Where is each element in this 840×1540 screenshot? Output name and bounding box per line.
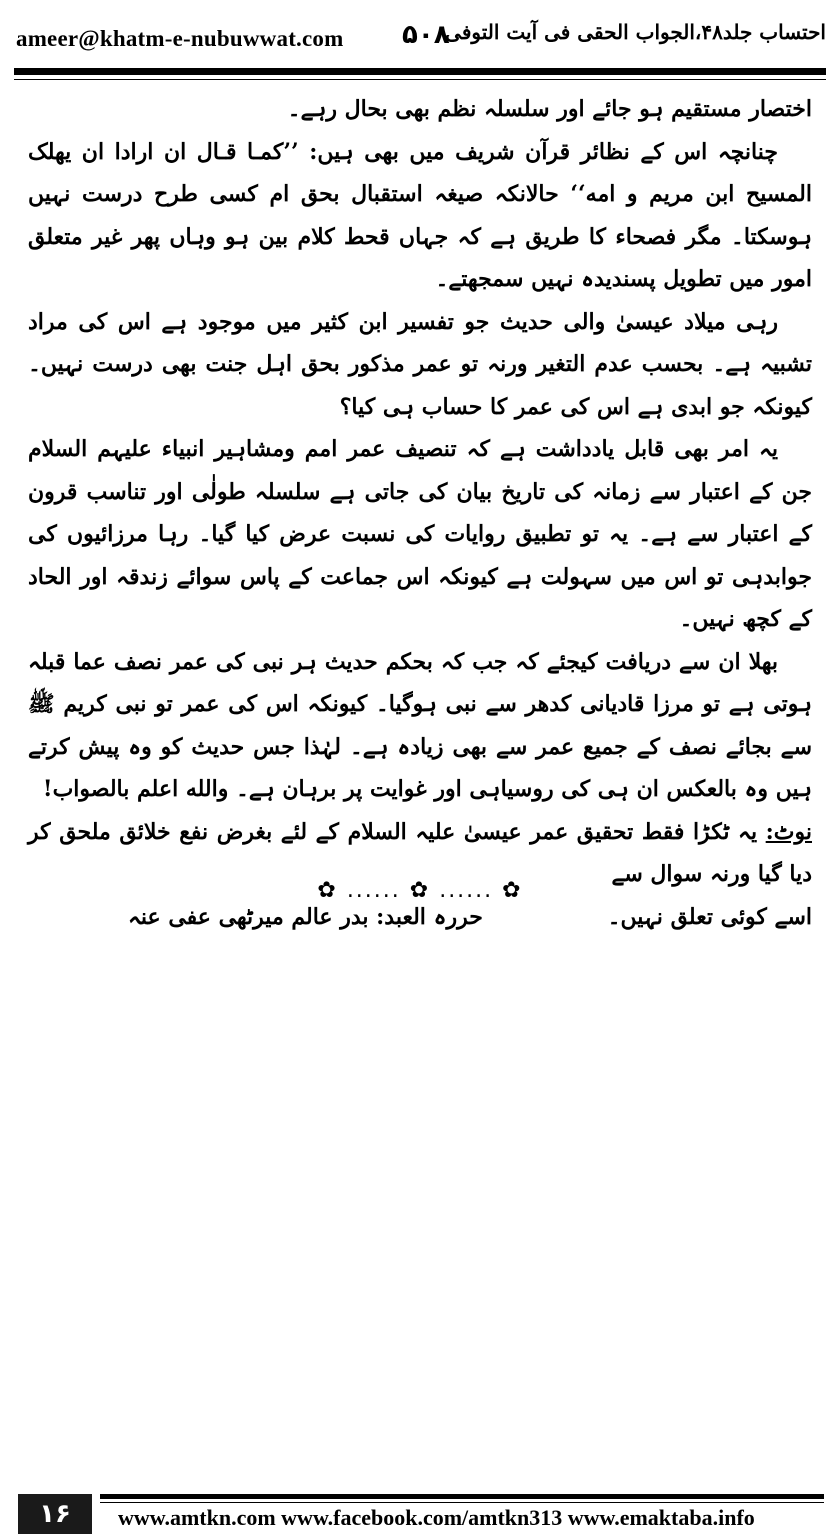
main-text	[28, 88, 812, 938]
paragraph-4: بھلا ان سے دریافت کیجئے کہ جب کہ بحکم حدیث ہر نبی کی عمر نصف عما قبلہ ہوتی ہے تو مرزا قادیانی کدھر سے نبی ہوگیا۔ کیونکہ اس کی عمر تو نبی کریم ﷺ سے بجائے نصف کے جمیع عمر سے بھی زیادہ ہے۔ لہٰذا جس حدیث کو وہ پیش کرتے ہیں وہ بالعکس ان ہی کی روسیاہی اور غوایت پر برہان ہے۔ والله اعلم بالصواب!	[28, 648, 812, 802]
note-text: یہ ٹکڑا فقط تحقیق عمر عیسیٰ علیہ السلام کے لئے بغرض نفع خلائق ملحق کر دیا گیا ورنہ سوال سے	[28, 818, 812, 887]
paragraph-2: رہی میلاد عیسیٰ والی حدیث جو تفسیر ابن کثیر میں موجود ہے اس کی مراد تشبیہ ہے۔ بحسب عدم التغیر ورنہ تو عمر مذکور بحق اہل جنت بھی درست نہیں۔ کیونکہ جو ابدی ہے اس کی عمر کا حساب ہی کیا؟	[28, 308, 812, 420]
header-rule-thin	[14, 79, 826, 80]
header-page-number: ۵۰۸	[402, 20, 450, 50]
paragraph-1: چنانچہ اس کے نظائر قرآن شریف میں بھی ہیں: ’’کمـا قـال ان ارادا ان یهلک المسیح ابن مریم و امه‘‘ حالانکہ صیغہ استقبال بحق ام کسی طرح درست نہیں ہوسکتا۔ مگر فصحاء کا طریق ہے کہ جہاں قحط کلام بین ہو وہاں پھر غیر متعلق امور میں تطویل پسندیدہ نہیں سمجھتے۔	[28, 138, 812, 292]
header-rule-thick	[14, 68, 826, 75]
header-book-title: احتساب جلد۴۸،الجواب الحقی فی آیت التوفی	[445, 20, 826, 44]
note-end: اسے کوئی تعلق نہیں۔	[607, 903, 812, 930]
footer-rule-thick	[100, 1494, 824, 1499]
note-label: نوٹ:	[765, 818, 812, 845]
section-divider: ✿ ...... ✿ ...... ✿	[317, 878, 523, 903]
footer-page-number: ۱۶	[18, 1494, 92, 1534]
signature: حررہ العبد: بدر عالم میرٹھی عفی عنہ	[128, 903, 483, 930]
footer-links[interactable]: www.amtkn.com www.facebook.com/amtkn313 www.emaktaba.info	[118, 1505, 755, 1530]
page-header	[14, 18, 826, 62]
footer-rule-thin	[100, 1502, 824, 1503]
opening-line: اختصار مستقیم ہو جائے اور سلسلہ نظم بھی بحال رہے۔	[287, 96, 812, 122]
paragraph-3: یہ امر بھی قابل یادداشت ہے کہ تنصیف عمر امم ومشاہیر انبیاء علیہم السلام جن کے اعتبار سے زمانہ کی تاریخ بیان کی جاتی ہے سلسلہ طولٰی اور تناسب قرون کے اعتبار سے ہے۔ یہ تو تطبیق روایات کی نسبت عرض کیا گیا۔ رہا مرزائیوں کی جوابدہی تو اس میں سہولت ہے کیونکہ اس جماعت کے پاس سوائے زندقہ اور الحاد کے کچھ نہیں۔	[28, 436, 812, 632]
header-email[interactable]: ameer@khatm-e-nubuwwat.com	[16, 26, 344, 51]
